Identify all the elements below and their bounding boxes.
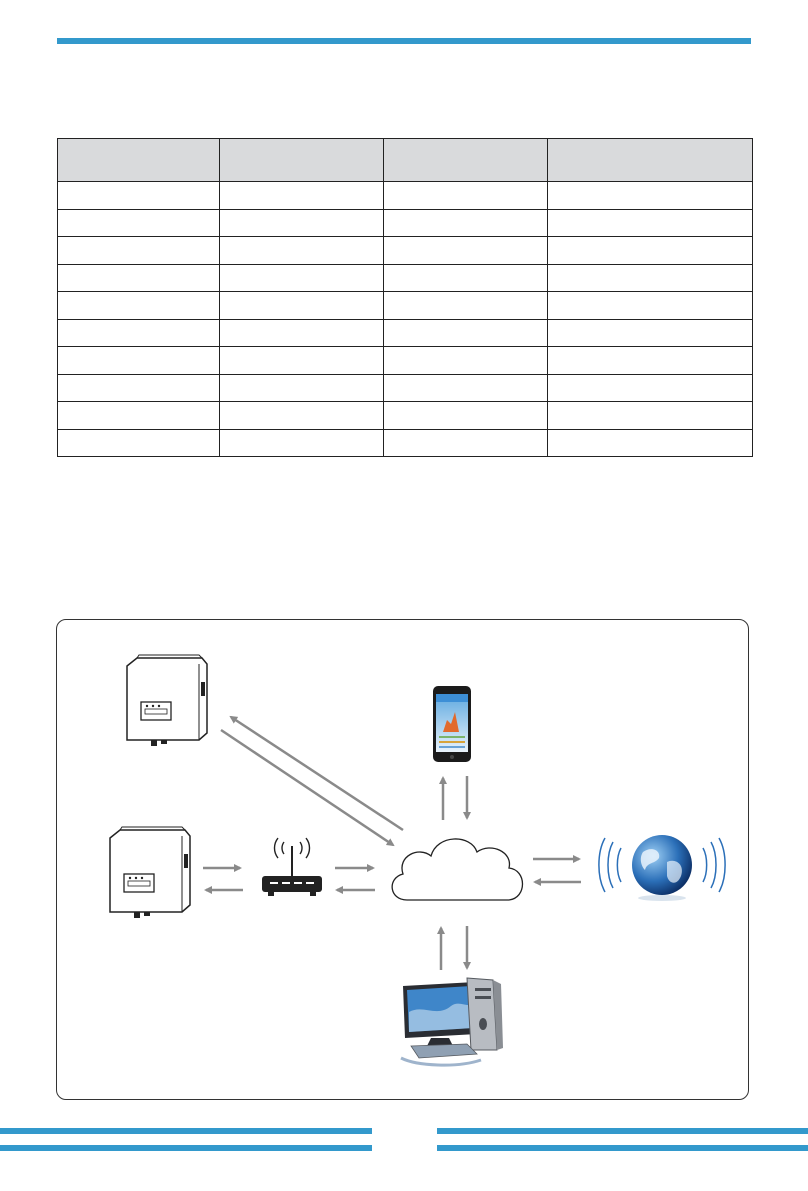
table-cell <box>548 319 753 347</box>
table-cell <box>220 209 384 237</box>
table-cell <box>548 209 753 237</box>
table-cell <box>220 429 384 457</box>
table-cell <box>220 237 384 265</box>
table-cell <box>548 264 753 292</box>
table-cell <box>58 182 220 210</box>
table-cell <box>58 347 220 375</box>
table-cell <box>58 237 220 265</box>
table-cell <box>220 374 384 402</box>
table-row <box>58 292 753 320</box>
table-cell <box>384 182 548 210</box>
table-row <box>58 237 753 265</box>
table-header-cell <box>548 139 753 182</box>
table-row <box>58 264 753 292</box>
table-row <box>58 319 753 347</box>
table-header-cell <box>384 139 548 182</box>
table-row <box>58 182 753 210</box>
table-cell <box>384 264 548 292</box>
table-row <box>58 429 753 457</box>
arrow-cloud-to-inverter <box>231 717 403 830</box>
footer-rule-left-lower <box>0 1145 372 1151</box>
table-cell <box>548 237 753 265</box>
table-cell <box>58 264 220 292</box>
table-cell <box>548 347 753 375</box>
table-cell <box>58 429 220 457</box>
table-cell <box>548 402 753 430</box>
router-icon <box>262 838 322 896</box>
table-cell <box>548 374 753 402</box>
table-header-row <box>58 139 753 182</box>
footer-rule-left <box>0 1128 372 1134</box>
spec-table <box>57 138 753 457</box>
table-row <box>58 347 753 375</box>
table-cell <box>384 319 548 347</box>
footer-rule-right <box>437 1128 808 1134</box>
table-cell <box>220 292 384 320</box>
table-row <box>58 374 753 402</box>
table-cell <box>384 374 548 402</box>
desktop-computer-icon <box>401 978 503 1065</box>
table-row <box>58 402 753 430</box>
table-cell <box>548 292 753 320</box>
table-row <box>58 209 753 237</box>
footer-rule-right-lower <box>437 1145 808 1151</box>
network-diagram-canvas <box>57 620 750 1101</box>
smartphone-icon <box>433 686 471 762</box>
table-cell <box>384 402 548 430</box>
table-cell <box>58 292 220 320</box>
globe-icon <box>599 835 725 901</box>
table-cell <box>220 347 384 375</box>
table-cell <box>384 237 548 265</box>
table-header-cell <box>220 139 384 182</box>
inverter-icon <box>110 827 190 918</box>
table-cell <box>548 429 753 457</box>
table-cell <box>220 319 384 347</box>
table-cell <box>384 429 548 457</box>
cloud-icon <box>392 839 522 900</box>
table-cell <box>58 374 220 402</box>
table-header-cell <box>58 139 220 182</box>
table-cell <box>58 319 220 347</box>
table-cell <box>220 182 384 210</box>
table-cell <box>548 182 753 210</box>
header-rule <box>57 38 751 44</box>
table-cell <box>384 292 548 320</box>
table-cell <box>384 347 548 375</box>
table-cell <box>58 209 220 237</box>
inverter-icon <box>127 655 207 746</box>
table-cell <box>58 402 220 430</box>
network-diagram <box>56 619 749 1100</box>
data-flow-arrows <box>203 717 581 970</box>
table-cell <box>220 264 384 292</box>
table-cell <box>220 402 384 430</box>
table-cell <box>384 209 548 237</box>
arrow-inverter-to-cloud <box>221 730 393 845</box>
